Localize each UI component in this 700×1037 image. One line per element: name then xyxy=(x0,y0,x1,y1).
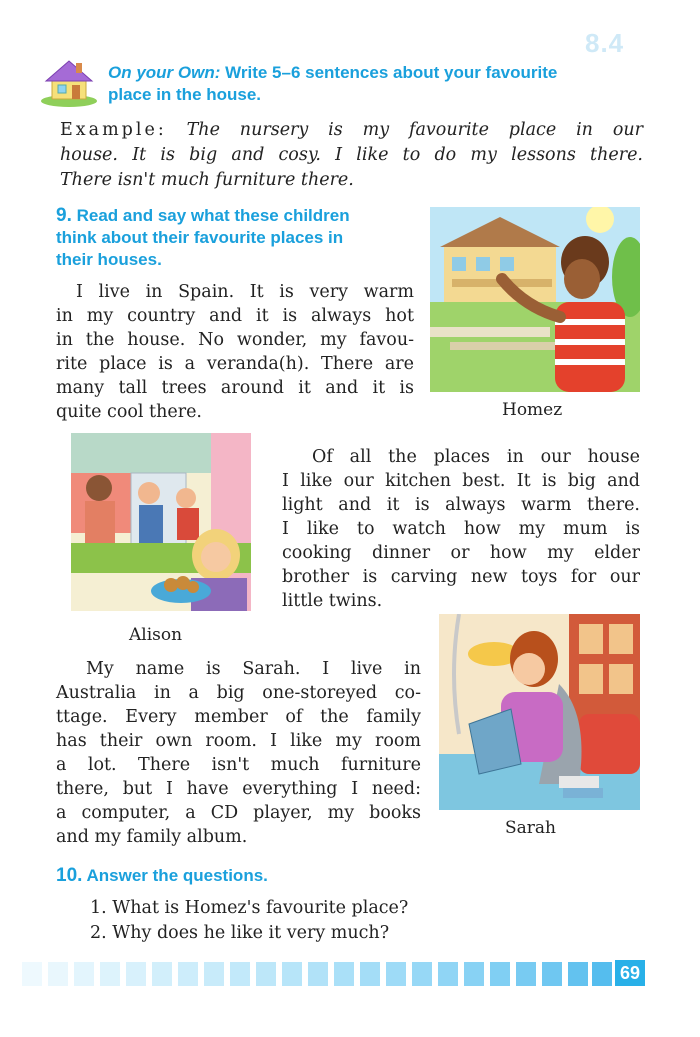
sarah-line: My name is Sarah. I live in xyxy=(86,659,421,679)
example-line: The nursery is my favourite place in our xyxy=(186,120,643,140)
page-number: 69 xyxy=(615,960,645,986)
alison-line: little twins. xyxy=(282,591,383,611)
lesson-number: 8.4 xyxy=(585,28,625,58)
alison-text xyxy=(282,445,640,613)
task9-title-line: their houses. xyxy=(56,250,162,269)
example-block xyxy=(60,118,643,193)
sarah-line: there, but I have everything I need: xyxy=(56,779,421,799)
alison-caption: Alison xyxy=(129,625,183,645)
task10-title xyxy=(56,865,268,887)
task9-title xyxy=(56,205,416,271)
sarah-line: ttage. Every member of the family xyxy=(56,707,421,727)
homez-line: quite cool there. xyxy=(56,402,202,422)
task9-title-line: Read and say what these children xyxy=(71,206,350,225)
homez-caption: Homez xyxy=(502,400,563,420)
homez-line: I live in Spain. It is very warm xyxy=(76,282,414,302)
alison-line: cooking dinner or how my elder xyxy=(282,543,640,563)
sarah-line: and my family album. xyxy=(56,827,248,847)
example-line: house. It is big and cosy. I like to do my lessons there. xyxy=(60,145,643,165)
sarah-caption: Sarah xyxy=(505,818,556,838)
alison-illustration xyxy=(71,433,251,611)
own-task-line2: place in the house. xyxy=(108,85,262,104)
own-task-line1: Write 5–6 sentences about your favourite xyxy=(220,63,558,82)
question-item: 2. Why does he like it very much? xyxy=(90,923,390,943)
alison-line: I like our kitchen best. It is big and xyxy=(282,471,640,491)
example-label: Example: xyxy=(60,120,167,140)
alison-line: light and it is always warm there. xyxy=(282,495,640,515)
own-task-title xyxy=(108,62,648,106)
homez-line: in the house. No wonder, my favou- xyxy=(56,330,414,350)
homez-text xyxy=(56,280,414,424)
task10-number: 10. xyxy=(56,865,83,886)
task9-title-line: think about their favourite places in xyxy=(56,228,344,247)
sarah-line: a computer, a CD player, my books xyxy=(56,803,421,823)
own-task-prefix: On your Own: xyxy=(108,63,221,82)
alison-line: brother is carving new toys for our xyxy=(282,567,640,587)
example-line: There isn't much furniture there. xyxy=(60,170,354,190)
question-item: 1. What is Homez's favourite place? xyxy=(90,898,409,918)
house-icon xyxy=(38,55,100,107)
alison-line: I like to watch how my mum is xyxy=(282,519,640,539)
sarah-line: has their own room. I like my room xyxy=(56,731,421,751)
sarah-illustration xyxy=(439,614,640,810)
alison-line: Of all the places in our house xyxy=(312,447,640,467)
homez-illustration xyxy=(430,207,640,392)
task10-title-text: Answer the questions. xyxy=(82,866,268,885)
sarah-line: Australia in a big one-storeyed co- xyxy=(56,683,421,703)
homez-line: in my country and it is always hot xyxy=(56,306,414,326)
question-list xyxy=(90,896,408,946)
task9-number: 9. xyxy=(56,205,72,226)
sarah-line: a lot. There isn't much furniture xyxy=(56,755,421,775)
homez-line: many tall trees around it and it is xyxy=(56,378,414,398)
homez-line: rite place is a veranda(h). There are xyxy=(56,354,414,374)
sarah-text xyxy=(56,657,421,849)
